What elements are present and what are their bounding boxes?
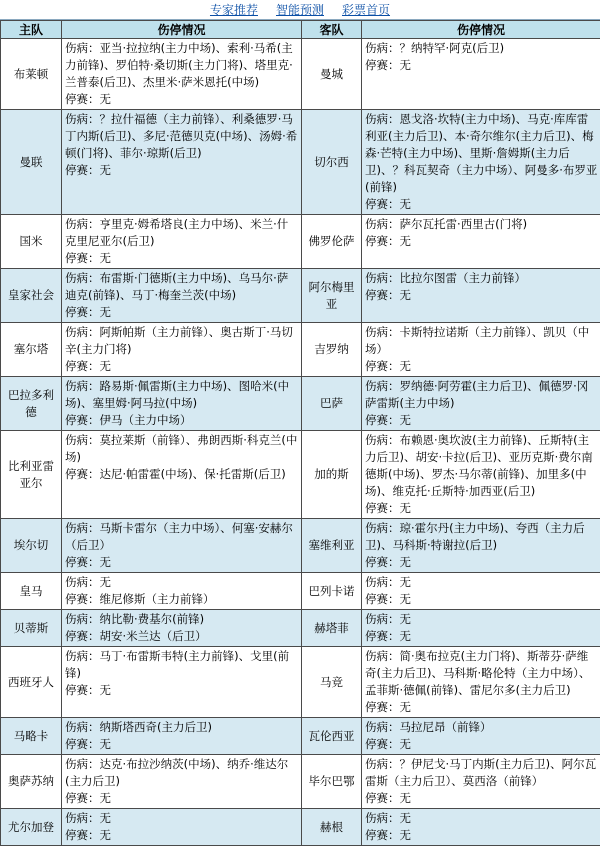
- home-suspension-text: 停赛：胡安·米兰达（后卫）: [65, 629, 207, 643]
- home-injury-cell: [62, 573, 302, 610]
- away-injury-text: 伤病：布赖恩·奥坎波(主力前锋)、丘斯特(主力后卫)、胡安·卡拉(后卫)、亚历克斯·费尔南德斯(中场)、罗杰·马尔蒂(前锋)、加里多(中场)、维克托·丘斯特·加西亚(后卫): [365, 433, 593, 498]
- away-suspension-text: 停赛：无: [365, 737, 411, 751]
- away-injury-cell: [362, 809, 600, 846]
- home-suspension-text: 停赛：无: [65, 92, 111, 106]
- home-team-name: 布莱顿: [1, 39, 62, 110]
- away-injury-text: 伤病：无: [365, 575, 411, 589]
- home-team-name: 皇家社会: [1, 269, 62, 323]
- home-injury-cell: [62, 323, 302, 377]
- home-injury-text: 伤病：路易斯·佩雷斯(主力中场)、图哈米(中场)、塞里姆·阿马拉(中场): [65, 379, 290, 410]
- away-injury-cell: [362, 573, 600, 610]
- table-row: [1, 519, 600, 573]
- home-team-name: 国米: [1, 215, 62, 269]
- home-injury-cell: [62, 377, 302, 431]
- away-injury-text: 伤病：？伊尼戈·马丁内斯(主力后卫)、阿尔瓦雷斯（主力后卫）、莫西洛（前锋）: [365, 757, 597, 788]
- away-injury-cell: [362, 431, 600, 519]
- home-team-name: 马略卡: [1, 718, 62, 755]
- home-injury-cell: [62, 215, 302, 269]
- away-team-name: 切尔西: [302, 110, 362, 215]
- table-header-row: [1, 21, 600, 39]
- away-suspension-text: 停赛：无: [365, 58, 411, 72]
- home-injury-cell: [62, 718, 302, 755]
- away-suspension-text: 停赛：无: [365, 791, 411, 805]
- away-injury-text: 伤病：萨尔瓦托雷·西里古(门将): [365, 217, 528, 231]
- away-suspension-text: 停赛：无: [365, 828, 411, 842]
- table-row: [1, 718, 600, 755]
- home-injury-text: 伤病：纳斯塔西奇(主力后卫): [65, 720, 212, 734]
- away-team-name: 阿尔梅里亚: [302, 269, 362, 323]
- away-injury-cell: [362, 323, 600, 377]
- home-team-name: 西班牙人: [1, 647, 62, 718]
- home-injury-text: 伤病：马斯卡雷尔（主力中场）、何塞·安赫尔（后卫）: [65, 521, 293, 552]
- home-team-name: 尤尔加登: [1, 809, 62, 846]
- away-injury-cell: [362, 647, 600, 718]
- home-injury-text: 伤病：莫拉莱斯（前锋）、弗朗西斯·科克兰(中场): [65, 433, 298, 464]
- home-injury-text: 伤病：？拉什福德（主力前锋）、利桑德罗·马丁内斯(后卫)、多尼·范德贝克(中场)、汤姆·希顿(门将)、菲尔·琼斯(后卫): [65, 112, 298, 160]
- table-row: [1, 39, 600, 110]
- nav-link-expert[interactable]: 专家推荐: [209, 3, 258, 17]
- home-suspension-text: 停赛：无: [65, 791, 111, 805]
- away-suspension-text: 停赛：无: [365, 197, 411, 211]
- away-injury-cell: [362, 269, 600, 323]
- home-injury-cell: [62, 110, 302, 215]
- home-injury-text: 伤病：无: [65, 575, 111, 589]
- away-injury-text: 伤病：无: [365, 811, 411, 825]
- home-injury-text: 伤病：亚当·拉拉纳(主力中场)、索利·马希(主力前锋)、罗伯特·桑切斯(主力门将)、塔里克·兰普泰(后卫)、杰里米·萨米恩托(中场): [65, 41, 293, 89]
- home-injury-cell: [62, 610, 302, 647]
- home-injury-cell: [62, 269, 302, 323]
- table-row: [1, 110, 600, 215]
- away-injury-text: 伤病：？纳特罕·阿克(后卫): [365, 41, 505, 55]
- home-injury-cell: [62, 755, 302, 809]
- injury-table: [0, 20, 600, 846]
- home-injury-text: 伤病：达克·布拉沙纳茨(中场)、纳乔·维达尔(主力后卫): [65, 757, 289, 788]
- home-team-name: 贝蒂斯: [1, 610, 62, 647]
- away-team-name: 巴萨: [302, 377, 362, 431]
- home-suspension-text: 停赛：无: [65, 163, 111, 177]
- home-injury-text: 伤病：亨里克·姆希塔良(主力中场)、米兰·什克里尼亚尔(后卫): [65, 217, 289, 248]
- table-row: [1, 573, 600, 610]
- away-injury-text: 伤病：比拉尔图雷（主力前锋）: [365, 271, 526, 285]
- home-injury-cell: [62, 809, 302, 846]
- home-team-name: 曼联: [1, 110, 62, 215]
- away-injury-text: 伤病：卡斯特拉诺斯（主力前锋）、凯贝（中场）: [365, 325, 590, 356]
- table-row: [1, 377, 600, 431]
- home-injury-text: 伤病：马丁·布雷斯韦特(主力前锋)、戈里(前锋): [65, 649, 290, 680]
- away-suspension-text: 停赛：无: [365, 288, 411, 302]
- home-injury-cell: [62, 519, 302, 573]
- home-injury-text: 伤病：无: [65, 811, 111, 825]
- header-home-injury: 伤停情况: [62, 21, 302, 39]
- home-suspension-text: 停赛：维尼修斯（主力前锋）: [65, 592, 215, 606]
- away-injury-cell: [362, 755, 600, 809]
- home-injury-cell: [62, 647, 302, 718]
- home-suspension-text: 停赛：无: [65, 737, 111, 751]
- home-suspension-text: 停赛：无: [65, 251, 111, 265]
- home-suspension-text: 停赛：达尼·帕雷霍(中场)、保·托雷斯(后卫): [65, 467, 286, 481]
- home-suspension-text: 停赛：无: [65, 305, 111, 319]
- top-nav: [0, 0, 600, 20]
- home-injury-text: 伤病：纳比勒·费基尔(前锋): [65, 612, 205, 626]
- away-team-name: 曼城: [302, 39, 362, 110]
- away-team-name: 赫根: [302, 809, 362, 846]
- table-row: [1, 647, 600, 718]
- away-injury-cell: [362, 519, 600, 573]
- table-row: [1, 323, 600, 377]
- away-team-name: 赫塔菲: [302, 610, 362, 647]
- away-injury-text: 伤病：马拉尼昂（前锋）: [365, 720, 492, 734]
- away-injury-cell: [362, 215, 600, 269]
- away-suspension-text: 停赛：无: [365, 501, 411, 515]
- home-suspension-text: 停赛：伊马（主力中场）: [65, 413, 192, 427]
- away-injury-cell: [362, 377, 600, 431]
- home-injury-cell: [62, 39, 302, 110]
- away-suspension-text: 停赛：无: [365, 592, 411, 606]
- away-suspension-text: 停赛：无: [365, 629, 411, 643]
- away-injury-text: 伤病：罗纳德·阿劳霍(主力后卫)、佩德罗·冈萨雷斯(主力中场): [365, 379, 589, 410]
- home-team-name: 比利亚雷亚尔: [1, 431, 62, 519]
- away-suspension-text: 停赛：无: [365, 700, 411, 714]
- home-suspension-text: 停赛：无: [65, 683, 111, 697]
- home-suspension-text: 停赛：无: [65, 359, 111, 373]
- table-row: [1, 215, 600, 269]
- nav-link-lottery-home[interactable]: 彩票首页: [342, 3, 391, 17]
- home-team-name: 巴拉多利德: [1, 377, 62, 431]
- away-team-name: 瓦伦西亚: [302, 718, 362, 755]
- away-suspension-text: 停赛：无: [365, 555, 411, 569]
- home-team-name: 皇马: [1, 573, 62, 610]
- away-injury-text: 伤病：恩戈洛·坎特(主力中场)、马克·库库雷利亚(主力后卫)、本·奇尔维尔(主力后卫)、梅森·芒特(主力中场)、里斯·詹姆斯(主力后卫)、？科瓦契奇（主力中场）、阿曼多·布罗亚(前锋): [365, 112, 598, 194]
- away-injury-cell: [362, 718, 600, 755]
- away-team-name: 马竞: [302, 647, 362, 718]
- home-team-name: 塞尔塔: [1, 323, 62, 377]
- away-injury-text: 伤病：简·奥布拉克(主力门将)、斯蒂芬·萨维奇(主力后卫)、马科斯·略伦特（主力中场）、孟菲斯·德佩(前锋)、雷尼尔多(主力后卫): [365, 649, 591, 697]
- table-row: [1, 431, 600, 519]
- table-row: [1, 610, 600, 647]
- table-row: [1, 755, 600, 809]
- header-away-injury: 伤停情况: [362, 21, 600, 39]
- table-row: [1, 269, 600, 323]
- home-team-name: 埃尔切: [1, 519, 62, 573]
- away-suspension-text: 停赛：无: [365, 413, 411, 427]
- away-injury-cell: [362, 610, 600, 647]
- home-injury-cell: [62, 431, 302, 519]
- header-home: 主队: [1, 21, 62, 39]
- away-suspension-text: 停赛：无: [365, 234, 411, 248]
- away-injury-cell: [362, 39, 600, 110]
- away-team-name: 加的斯: [302, 431, 362, 519]
- away-team-name: 塞维利亚: [302, 519, 362, 573]
- table-row: [1, 809, 600, 846]
- nav-link-prediction[interactable]: 智能预测: [275, 3, 324, 17]
- away-team-name: 毕尔巴鄂: [302, 755, 362, 809]
- home-injury-text: 伤病：布雷斯·门德斯(主力中场)、乌马尔·萨迪克(前锋)、马丁·梅奎兰茨(中场): [65, 271, 289, 302]
- home-suspension-text: 停赛：无: [65, 555, 111, 569]
- home-team-name: 奥萨苏纳: [1, 755, 62, 809]
- away-suspension-text: 停赛：无: [365, 359, 411, 373]
- header-away: 客队: [302, 21, 362, 39]
- away-team-name: 巴列卡诺: [302, 573, 362, 610]
- away-injury-text: 伤病：琼·霍尔丹(主力中场)、夸西（主力后卫)、马科斯·特谢拉(后卫): [365, 521, 585, 552]
- away-team-name: 佛罗伦萨: [302, 215, 362, 269]
- away-injury-cell: [362, 110, 600, 215]
- home-injury-text: 伤病：阿斯帕斯（主力前锋）、奥古斯丁·马切辛(主力门将): [65, 325, 293, 356]
- away-team-name: 吉罗纳: [302, 323, 362, 377]
- home-suspension-text: 停赛：无: [65, 828, 111, 842]
- away-injury-text: 伤病：无: [365, 612, 411, 626]
